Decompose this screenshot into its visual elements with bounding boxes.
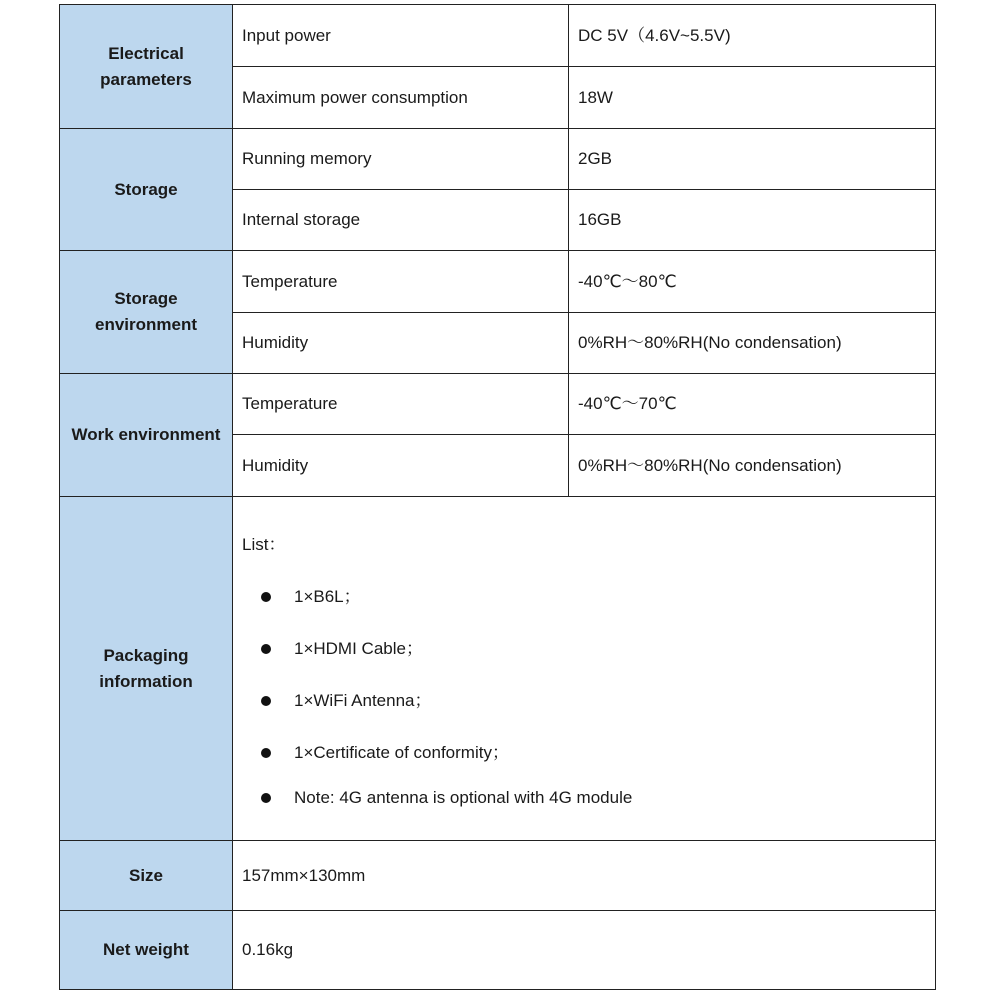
spec-table	[59, 4, 936, 990]
category-size: Size	[60, 841, 233, 911]
list-item-text: Note: 4G antenna is optional with 4G module	[294, 788, 633, 807]
list-title: List：	[242, 535, 286, 554]
value-cell: 18W	[569, 67, 936, 129]
table-row	[60, 911, 936, 990]
value-cell: 0%RH～80%RH(No condensation)	[569, 435, 936, 497]
property-cell: Temperature	[233, 251, 569, 313]
table-row	[60, 251, 936, 313]
list-item-text: 1×Certificate of conformity；	[294, 743, 509, 762]
value-cell: 157mm×130mm	[233, 841, 936, 911]
category-storage-environment: Storage environment	[60, 251, 233, 374]
packaging-list-cell	[233, 497, 936, 841]
bullet-icon	[261, 748, 271, 758]
table-row	[60, 129, 936, 190]
property-cell: Internal storage	[233, 190, 569, 251]
list-item-text: 1×HDMI Cable；	[294, 639, 423, 658]
value-cell: 0%RH～80%RH(No condensation)	[569, 313, 936, 374]
bullet-icon	[261, 592, 271, 602]
list-item-text: 1×B6L；	[294, 587, 361, 606]
value-cell: -40℃～70℃	[569, 374, 936, 435]
list-item	[242, 584, 935, 610]
list-item-text: 1×WiFi Antenna；	[294, 691, 432, 710]
bullet-icon	[261, 644, 271, 654]
category-electrical-parameters: Electrical parameters	[60, 5, 233, 129]
bullet-icon	[261, 793, 271, 803]
category-packaging-information: Packaging information	[60, 497, 233, 841]
property-cell: Humidity	[233, 435, 569, 497]
packaging-list	[233, 532, 935, 811]
category-net-weight: Net weight	[60, 911, 233, 990]
property-cell: Maximum power consumption	[233, 67, 569, 129]
property-cell: Running memory	[233, 129, 569, 190]
list-item	[242, 740, 935, 766]
bullet-icon	[261, 696, 271, 706]
category-storage: Storage	[60, 129, 233, 251]
value-cell: -40℃～80℃	[569, 251, 936, 313]
value-cell: 0.16kg	[233, 911, 936, 990]
value-cell: 16GB	[569, 190, 936, 251]
value-cell: 2GB	[569, 129, 936, 190]
list-item	[242, 636, 935, 662]
value-cell: DC 5V（4.6V~5.5V)	[569, 5, 936, 67]
property-cell: Temperature	[233, 374, 569, 435]
table-row	[60, 374, 936, 435]
table-row	[60, 841, 936, 911]
table-row	[60, 5, 936, 67]
table-row	[60, 497, 936, 841]
category-work-environment: Work environment	[60, 374, 233, 497]
list-item	[242, 688, 935, 714]
property-cell: Humidity	[233, 313, 569, 374]
property-cell: Input power	[233, 5, 569, 67]
list-item	[242, 785, 935, 811]
